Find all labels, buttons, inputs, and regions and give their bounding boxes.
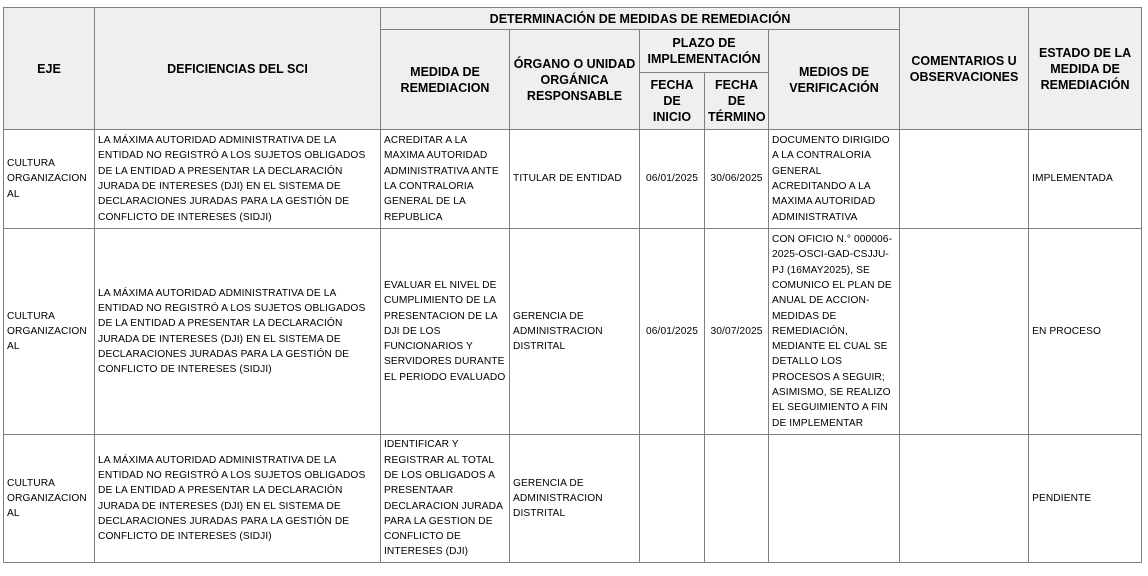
cell-comentarios	[900, 435, 1029, 563]
header-medida: MEDIDA DE REMEDIACION	[381, 30, 510, 130]
table-row	[4, 130, 1142, 229]
cell-organo: GERENCIA DE ADMINISTRACION DISTRITAL	[510, 435, 640, 563]
cell-fecha-termino	[705, 435, 769, 563]
cell-eje: CULTURA ORGANIZACIONAL	[4, 130, 95, 229]
cell-estado: PENDIENTE	[1029, 435, 1142, 563]
header-estado: ESTADO DE LA MEDIDA DE REMEDIACIÓN	[1029, 8, 1142, 130]
cell-deficiencia: LA MÁXIMA AUTORIDAD ADMINISTRATIVA DE LA ENTIDAD NO REGISTRÓ A LOS SUJETOS OBLIGADOS DE LA ENTIDAD A PRESENTAR LA DECLARACIÓN JURADA DE INTERESES (DJI) EN EL SISTEMA DE DECLARACIONES JURADAS PARA LA GESTIÓN DE CONFLICTO DE INTERESES (SIDJI)	[95, 435, 381, 563]
cell-fecha-termino: 30/06/2025	[705, 130, 769, 229]
cell-deficiencia: LA MÁXIMA AUTORIDAD ADMINISTRATIVA DE LA ENTIDAD NO REGISTRÓ A LOS SUJETOS OBLIGADOS DE LA ENTIDAD A PRESENTAR LA DECLARACIÓN JURADA DE INTERESES (DJI) EN EL SISTEMA DE DECLARACIONES JURADAS PARA LA GESTIÓN DE CONFLICTO DE INTERESES (SIDJI)	[95, 130, 381, 229]
table-row	[4, 435, 1142, 563]
cell-estado: IMPLEMENTADA	[1029, 130, 1142, 229]
cell-medios: CON OFICIO N.° 000006-2025-OSCI-GAD-CSJJU-PJ (16MAY2025), SE COMUNICO EL PLAN DE ANUAL DE ACCION-MEDIDAS DE REMEDIACIÓN, MEDIANTE EL CUAL SE DETALLO LOS PROCESOS A SEGUIR; ASIMISMO, SE REALIZO EL SEGUIMIENTO A FIN DE IMPLEMENTAR	[769, 229, 900, 435]
header-deficiencias: DEFICIENCIAS DEL SCI	[95, 8, 381, 130]
cell-medida: ACREDITAR A LA MAXIMA AUTORIDAD ADMINISTRATIVA ANTE LA CONTRALORIA GENERAL DE LA REPUBLICA	[381, 130, 510, 229]
header-fecha-termino: FECHA DE TÉRMINO	[705, 73, 769, 130]
cell-medida: IDENTIFICAR Y REGISTRAR AL TOTAL DE LOS OBLIGADOS A PRESENTAAR DECLARACION JURADA PARA LA GESTION DE CONFLICTO DE INTERESES (DJI)	[381, 435, 510, 563]
remediation-table	[3, 7, 1142, 563]
cell-organo: GERENCIA DE ADMINISTRACION DISTRITAL	[510, 229, 640, 435]
cell-medida: EVALUAR EL NIVEL DE CUMPLIMIENTO DE LA PRESENTACION DE LA DJI DE LOS FUNCIONARIOS Y SERVIDORES DURANTE EL PERIODO EVALUADO	[381, 229, 510, 435]
header-medios: MEDIOS DE VERIFICACIÓN	[769, 30, 900, 130]
cell-eje: CULTURA ORGANIZACIONAL	[4, 229, 95, 435]
header-comentarios: COMENTARIOS U OBSERVACIONES	[900, 8, 1029, 130]
cell-comentarios	[900, 229, 1029, 435]
header-fecha-inicio: FECHA DE INICIO	[640, 73, 705, 130]
cell-fecha-inicio	[640, 435, 705, 563]
cell-medios	[769, 435, 900, 563]
cell-fecha-inicio: 06/01/2025	[640, 229, 705, 435]
cell-fecha-inicio: 06/01/2025	[640, 130, 705, 229]
cell-medios: DOCUMENTO DIRIGIDO A LA CONTRALORIA GENERAL ACREDITANDO A LA MAXIMA AUTORIDAD ADMINISTRATIVA	[769, 130, 900, 229]
table-row	[4, 229, 1142, 435]
header-determinacion: DETERMINACIÓN DE MEDIDAS DE REMEDIACIÓN	[381, 8, 900, 30]
cell-eje: CULTURA ORGANIZACIONAL	[4, 435, 95, 563]
header-organo: ÓRGANO O UNIDAD ORGÁNICA RESPONSABLE	[510, 30, 640, 130]
cell-deficiencia: LA MÁXIMA AUTORIDAD ADMINISTRATIVA DE LA ENTIDAD NO REGISTRÓ A LOS SUJETOS OBLIGADOS DE LA ENTIDAD A PRESENTAR LA DECLARACIÓN JURADA DE INTERESES (DJI) EN EL SISTEMA DE DECLARACIONES JURADAS PARA LA GESTIÓN DE CONFLICTO DE INTERESES (SIDJI)	[95, 229, 381, 435]
header-eje: EJE	[4, 8, 95, 130]
cell-fecha-termino: 30/07/2025	[705, 229, 769, 435]
header-plazo: PLAZO DE IMPLEMENTACIÓN	[640, 30, 769, 73]
cell-estado: EN PROCESO	[1029, 229, 1142, 435]
cell-comentarios	[900, 130, 1029, 229]
cell-organo: TITULAR DE ENTIDAD	[510, 130, 640, 229]
